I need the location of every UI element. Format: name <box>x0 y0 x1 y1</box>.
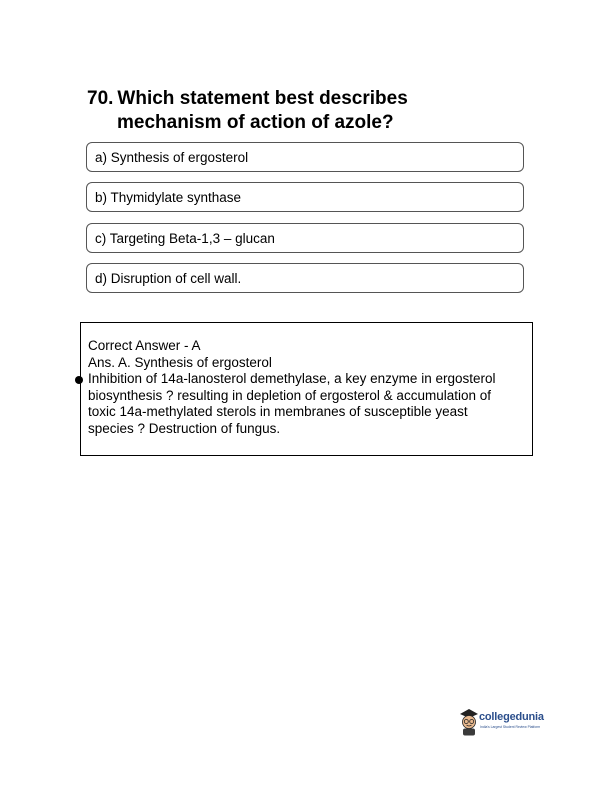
answer-text: Ans. A. Synthesis of ergosterol <box>88 354 272 370</box>
question-text-line2: mechanism of action of azole? <box>117 112 394 133</box>
option-a[interactable]: a) Synthesis of ergosterol <box>86 142 524 172</box>
explanation-line: biosynthesis ? resulting in depletion of ergosterol & accumulation of <box>88 387 491 403</box>
explanation-line: toxic 14a-methylated sterols in membranes of susceptible yeast <box>88 404 468 420</box>
question-number: 70. <box>87 88 114 109</box>
collegedunia-logo <box>458 708 568 738</box>
mascot-icon <box>458 708 480 736</box>
question-title <box>87 87 507 135</box>
question-text-line1: Which statement best describes <box>117 88 408 109</box>
explanation-line: species ? Destruction of fungus. <box>88 420 281 436</box>
correct-answer-text: Correct Answer - A <box>88 338 201 353</box>
option-d[interactable]: d) Disruption of cell wall. <box>86 263 524 293</box>
option-c[interactable]: c) Targeting Beta-1,3 – glucan <box>86 223 524 253</box>
bullet-icon <box>75 376 83 384</box>
logo-name: collegedunia <box>479 711 544 723</box>
option-b[interactable]: b) Thymidylate synthase <box>86 182 524 212</box>
explanation-line: Inhibition of 14a-lanosterol demethylase, a key enzyme in ergosterol <box>88 371 496 387</box>
answer-explanation-box <box>80 322 533 456</box>
logo-tagline: India's Largest Student Review Platform <box>480 725 541 729</box>
